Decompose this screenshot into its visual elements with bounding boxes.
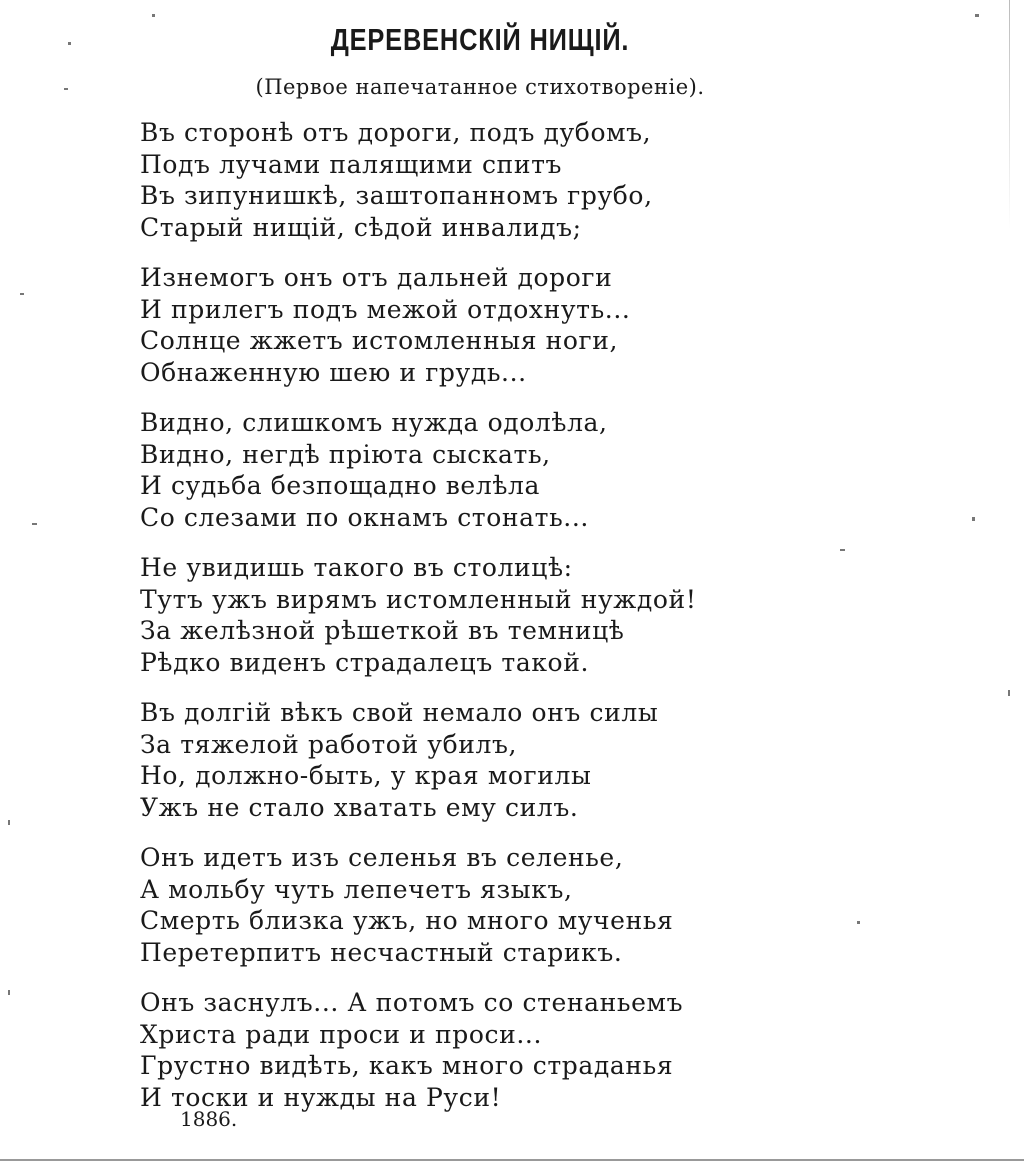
scan-speck — [64, 88, 68, 90]
poem-line: Онъ заснулъ... А потомъ со стенаньемъ — [140, 988, 684, 1017]
poem-line: Обнаженную шею и грудь... — [140, 357, 527, 387]
poem-line: Христа ради проси и проси... — [140, 1019, 543, 1049]
poem-year: 1886. — [180, 1107, 238, 1131]
scan-speck — [8, 820, 10, 825]
poem-line: Видно, негдѣ пріюта сыскать, — [140, 439, 551, 469]
poem-line: Въ долгій вѣкъ свой немало онъ силы — [140, 698, 659, 727]
poem-line: Въ зипунишкѣ, заштопанномъ грубо, — [140, 181, 653, 210]
stanza — [140, 987, 700, 1113]
stanza — [140, 117, 700, 243]
scan-speck — [975, 14, 979, 17]
scan-speck — [1008, 690, 1010, 696]
stanza — [140, 842, 700, 968]
poem-line: А мольбу чуть лепечетъ языкъ, — [140, 874, 573, 904]
scan-speck — [972, 517, 975, 521]
poem-line: Но, должно-быть, у края могилы — [140, 761, 592, 790]
poem-line: И тоски и нужды на Руси! — [140, 1082, 502, 1112]
poem-line: Ужъ не стало хватать ему силъ. — [140, 792, 579, 822]
poem-line: Видно, слишкомъ нужда одолѣла, — [140, 408, 608, 437]
stanza — [140, 552, 700, 678]
scan-speck — [68, 42, 71, 45]
poem-title: ДЕРЕВЕНСКІЙ НИЩІЙ. — [330, 22, 630, 57]
poem-line: Грустно видѣть, какъ много страданья — [140, 1051, 674, 1080]
poem-line: За тяжелой работой убилъ, — [140, 729, 518, 759]
page-edge-shadow — [1009, 0, 1010, 230]
poem-line: Въ сторонѣ отъ дороги, подъ дубомъ, — [140, 118, 652, 147]
scan-speck — [32, 523, 37, 525]
poem-line: Старый нищій, сѣдой инвалидъ; — [140, 212, 582, 242]
poem-line: Солнце жжетъ истомленныя ноги, — [140, 326, 619, 355]
poem-line: Подъ лучами палящими спитъ — [140, 149, 563, 179]
poem-line: Перетерпитъ несчастный старикъ. — [140, 937, 623, 967]
poem-line: Изнемогъ онъ отъ дальней дороги — [140, 263, 613, 292]
stanza — [140, 262, 700, 388]
stanza — [140, 697, 700, 823]
poem-line: И судьба безпощадно велѣла — [140, 471, 540, 500]
poem-line: За желѣзной рѣшеткой въ темницѣ — [140, 616, 625, 645]
poem-line: Рѣдко виденъ страдалецъ такой. — [140, 647, 590, 677]
scan-speck — [8, 990, 10, 995]
scan-speck — [857, 921, 860, 924]
poem-subtitle: (Первое напечатанное стихотвореніе). — [255, 75, 705, 99]
poem-line: И прилегъ подъ межой отдохнуть... — [140, 294, 631, 324]
poem-line: Онъ идетъ изъ селенья въ селенье, — [140, 843, 624, 872]
poem-body — [140, 117, 700, 1132]
scan-speck — [152, 14, 155, 17]
poem-line: Не увидишь такого въ столицѣ: — [140, 553, 573, 582]
poem-line: Тутъ ужъ вирямъ истомленный нуждой! — [140, 584, 697, 614]
scan-speck — [840, 549, 845, 551]
poem-line: Со слезами по окнамъ стонать... — [140, 502, 589, 532]
poem-line: Смерть близка ужъ, но много мученья — [140, 906, 674, 935]
scan-speck — [20, 293, 24, 295]
stanza — [140, 407, 700, 533]
page-bottom-border — [0, 1159, 1024, 1161]
